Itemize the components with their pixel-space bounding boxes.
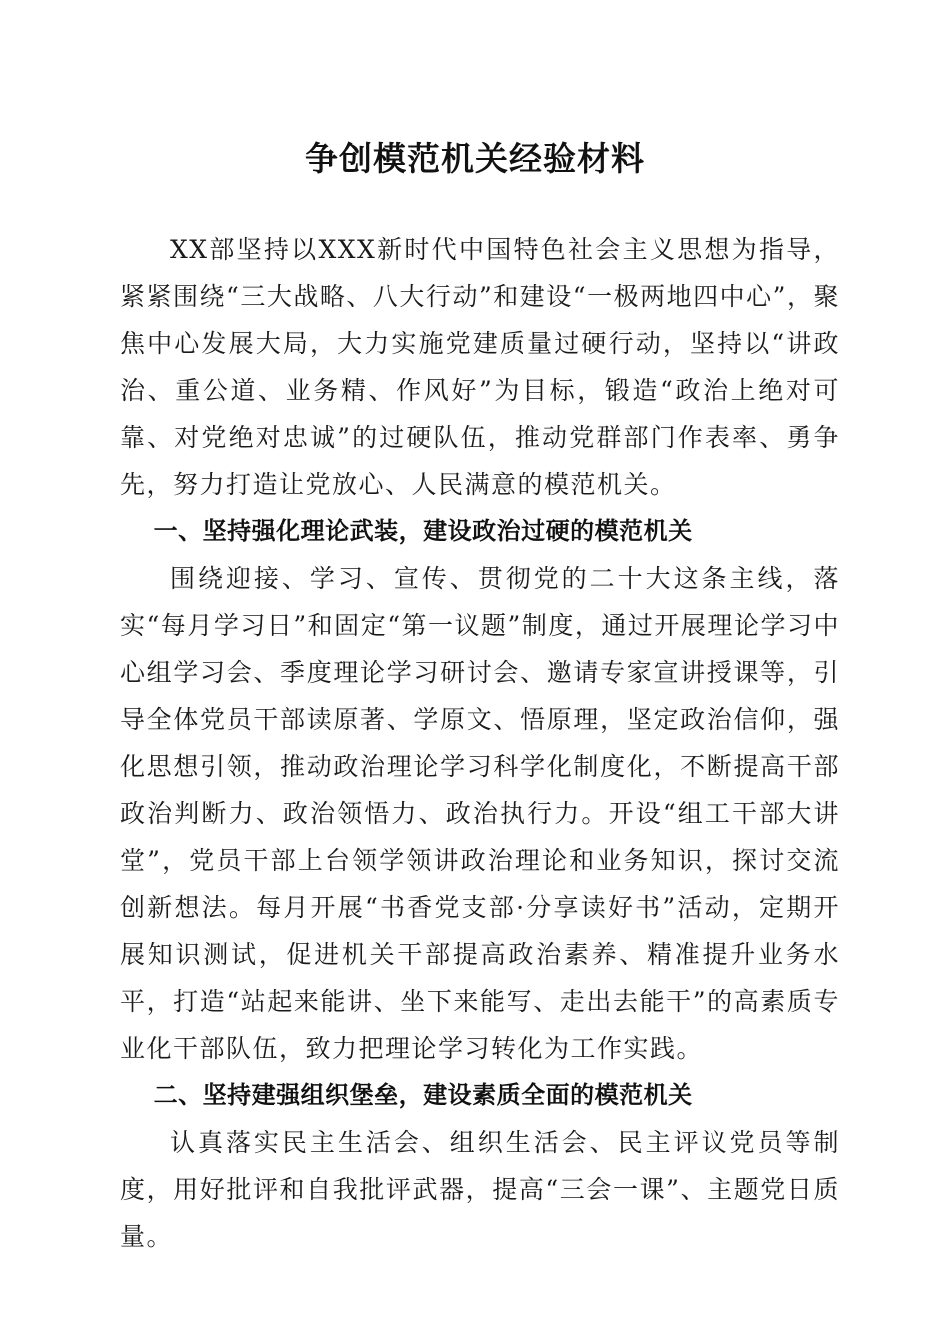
section-2-paragraph: 认真落实民主生活会、组织生活会、民主评议党员等制度，用好批评和自我批评武器，提高“三会一课”、主题党日质量。 — [120, 1128, 840, 1251]
section-1-paragraph: 围绕迎接、学习、宣传、贯彻党的二十大这条主线，落实“每月学习日”和固定“第一议题”制度，通过开展理论学习中心组学习会、季度理论学习研讨会、邀请专家宣讲授课等，引导全体党员干部读原著、学原文、悟原理，坚定政治信仰，强化思想引领，推动政治理论学习科学化制度化，不断提高干部政治判断力、政治领悟力、政治执行力。开设“组工干部大讲堂”，党员干部上台领学领讲政治理论和业务知识，探讨交流创新想法。每月开展“书香党支部·分享读好书”活动，定期开展知识测试，促进机关干部提高政治素养、精准提升业务水平，打造“站起来能讲、坐下来能写、走出去能干”的高素质专业化干部队伍，致力把理论学习转化为工作实践。 — [120, 564, 840, 1063]
section-1-heading: 一、坚持强化理论武装，建设政治过硬的模范机关 — [153, 517, 693, 545]
document-title: 争创模范机关经验材料 — [305, 139, 645, 178]
section-2-heading: 二、坚持建强组织堡垒，建设素质全面的模范机关 — [153, 1081, 693, 1109]
intro-paragraph: XX部坚持以XXX新时代中国特色社会主义思想为指导，紧紧围绕“三大战略、八大行动”和建设“一极两地四中心”，聚焦中心发展大局，大力实施党建质量过硬行动，坚持以“讲政治、重公道、业务精、作风好”为目标，锻造“政治上绝对可靠、对党绝对忠诚”的过硬队伍，推动党群部门作表率、勇争先，努力打造让党放心、人民满意的模范机关。 — [120, 235, 840, 499]
document-body — [120, 226, 840, 1260]
